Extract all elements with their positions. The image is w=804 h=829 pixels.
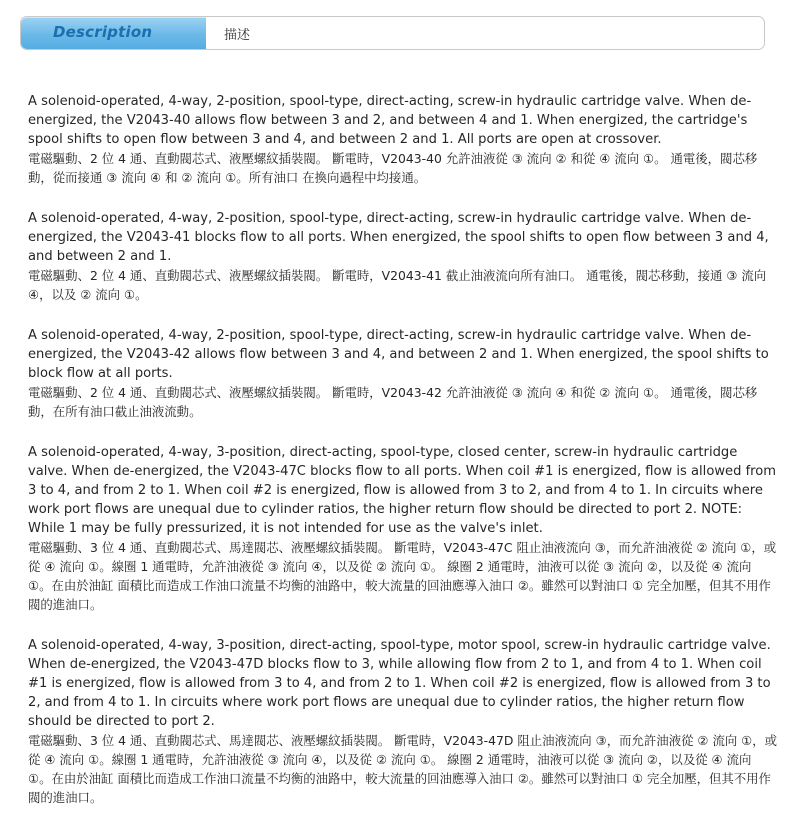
english-description: A solenoid-operated, 4-way, 2-position, spool-type, direct-acting, screw-in hydraulic cartridge valve. When de-energized, the V2043-41 blocks flow to all ports. When energized, the spool shifts to open flow between 3 and 4, and between 2 and 1. [28, 211, 769, 264]
description-tab[interactable] [21, 17, 207, 49]
valve-description-v2043-47d [28, 636, 778, 807]
english-description: A solenoid-operated, 4-way, 2-position, spool-type, direct-acting, screw-in hydraulic cartridge valve. When de-energized, the V2043-40 allows flow between 3 and 2, and between 4 and 1. When energized, the cartridge's spool shifts to open flow between 3 and 4, and between 2 and 1. All ports are open at crossover. [28, 94, 752, 147]
description-content [28, 92, 778, 829]
description-tab-label: Description [53, 23, 153, 41]
description-subtitle: 描述 [224, 27, 251, 42]
description-header [20, 16, 765, 50]
valve-description-v2043-42 [28, 326, 778, 421]
valve-description-v2043-47c [28, 443, 778, 614]
valve-description-v2043-40 [28, 92, 778, 187]
chinese-description: 電磁驅動、2 位 4 通、直動閥芯式、液壓螺紋插裝閥。 斷電時，V2043-40 允許油液從 ③ 流向 ② 和從 ④ 流向 ①。 通電後，閥芯移動，從而接通 ③ 流向 ④ 和 ② 流向 ①。所有油口 在換向過程中均接通。 [28, 151, 758, 185]
english-description: A solenoid-operated, 4-way, 3-position, direct-acting, spool-type, closed center, screw-in hydraulic cartridge valve. When de-energized, the V2043-47C blocks flow to all ports. When coil #1 is energized, flow is allowed from 3 to 4, and from 2 to 1. When coil #2 is energized, flow is allowed from 3 to 2, and from 4 to 1. In circuits where work port flows are unequal due to cylinder ratios, the higher return flow should be directed to port 2. NOTE: While 1 may be fully pressurized, it is not intended for use as the valve's inlet. [28, 445, 777, 536]
chinese-description: 電磁驅動、3 位 4 通、直動閥芯式、馬達閥芯、液壓螺紋插裝閥。 斷電時，V2043-47C 阻止油液流向 ③，而允許油液從 ② 流向 ①，或從 ④ 流向 ①。線圈 1 通電時，允許油液從 ③ 流向 ④，以及從 ② 流向 ①。 線圈 2 通電時，油液可以從 ③ 流向 ②，以及從 ④ 流向 ①。在由於油缸 面積比而造成工作油口流量不均衡的油路中，較大流量的回油應導入油口 ②。雖然可以對油口 ① 完全加壓，但其不用作閥的進油口。 [28, 540, 777, 612]
english-description: A solenoid-operated, 4-way, 2-position, spool-type, direct-acting, screw-in hydraulic cartridge valve. When de-energized, the V2043-42 allows flow between 3 and 4, and between 2 and 1. When energized, the spool shifts to block flow at all ports. [28, 328, 769, 381]
chinese-description: 電磁驅動、3 位 4 通、直動閥芯式、馬達閥芯、液壓螺紋插裝閥。 斷電時，V2043-47D 阻止油液流向 ③，而允許油液從 ② 流向 ①，或從 ④ 流向 ①。線圈 1 通電時，允許油液從 ③ 流向 ④，以及從 ② 流向 ①。 線圈 2 通電時，油液可以從 ③ 流向 ②，以及從 ④ 流向 ①。在由於油缸 面積比而造成工作油口流量不均衡的油路中，較大流量的回油應導入油口 ②。雖然可以對油口 ① 完全加壓，但其不用作閥的進油口。 [28, 733, 778, 805]
chinese-description: 電磁驅動、2 位 4 通、直動閥芯式、液壓螺紋插裝閥。 斷電時，V2043-42 允許油液從 ③ 流向 ④ 和從 ② 流向 ①。 通電後，閥芯移動，在所有油口截止油液流動。 [28, 385, 758, 419]
chinese-description: 電磁驅動、2 位 4 通、直動閥芯式、液壓螺紋插裝閥。 斷電時，V2043-41 截止油液流向所有油口。 通電後，閥芯移動，接通 ③ 流向 ④，以及 ② 流向 ①。 [28, 268, 767, 302]
valve-description-v2043-41 [28, 209, 778, 304]
english-description: A solenoid-operated, 4-way, 3-position, direct-acting, spool-type, motor spool, screw-in hydraulic cartridge valve. When de-energized, the V2043-47D blocks flow to 3, while allowing flow from 2 to 1, and from 4 to 1. When coil #1 is energized, flow is allowed from 3 to 4, and from 2 to 1. When coil #2 is energized, flow is allowed from 3 to 2, and from 4 to 1. In circuits where work port flows are unequal due to cylinder ratios, the higher return flow should be directed to port 2. [28, 638, 771, 729]
